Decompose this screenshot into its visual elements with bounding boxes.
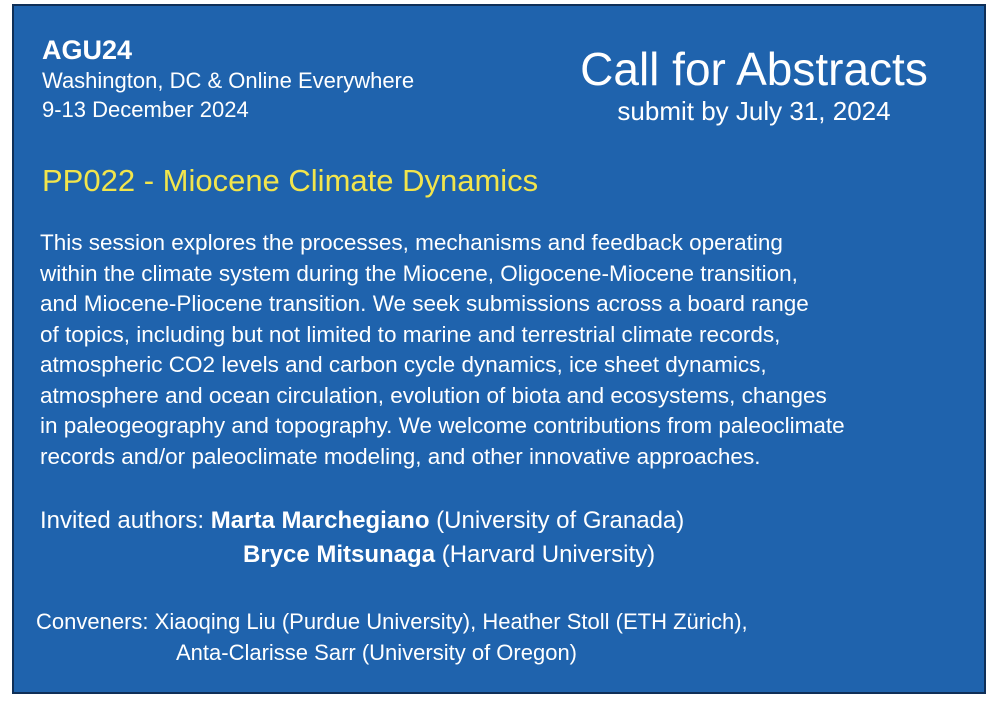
submission-deadline: submit by July 31, 2024 (617, 96, 891, 126)
call-for-abstracts (534, 42, 974, 126)
description-line: in paleogeography and topography. We welcome contributions from paleoclimate (40, 413, 845, 438)
session-title: PP022 - Miocene Climate Dynamics (42, 163, 539, 198)
invited-author-row (40, 504, 684, 538)
invited-author-name: Marta Marchegiano (210, 507, 430, 534)
conveners-row: Anta-Clarisse Sarr (University of Oregon) (176, 640, 578, 665)
description-line: atmosphere and ocean circulation, evolution of biota and ecosystems, changes (40, 382, 827, 408)
invited-authors (40, 504, 684, 572)
conveners (36, 606, 748, 668)
session-description (40, 228, 980, 472)
description-line: of topics, including but not limited to marine and terrestrial climate records, (40, 321, 781, 347)
meeting-location: Washington, DC & Online Everywhere (42, 68, 415, 93)
description-line: within the climate system during the Miocene, Oligocene-Miocene transition, (40, 260, 798, 286)
conveners-row (36, 606, 748, 637)
meeting-info (42, 34, 414, 124)
meeting-dates: 9-13 December 2024 (42, 97, 249, 122)
description-line: records and/or paleoclimate modeling, and other innovative approaches. (40, 443, 761, 469)
invited-author-row (40, 538, 684, 572)
invited-author-affiliation: (Harvard University) (441, 541, 656, 568)
description-line: This session explores the processes, mechanisms and feedback operating (40, 230, 783, 255)
invited-label: Invited authors: (40, 507, 205, 534)
description-line: atmospheric CO2 levels and carbon cycle dynamics, ice sheet dynamics, (40, 352, 767, 377)
meeting-name: AGU24 (42, 35, 133, 65)
invited-author-name: Bryce Mitsunaga (243, 541, 436, 568)
conveners-list: Xiaoqing Liu (Purdue University), Heather Stoll (ETH Zürich), (154, 609, 748, 634)
call-title: Call for Abstracts (580, 43, 928, 95)
conveners-label: Conveners: (36, 609, 149, 634)
description-line: and Miocene-Pliocene transition. We seek submissions across a board range (40, 291, 809, 316)
call-for-abstracts-card (12, 4, 986, 694)
invited-author-affiliation: (University of Granada) (436, 507, 685, 534)
